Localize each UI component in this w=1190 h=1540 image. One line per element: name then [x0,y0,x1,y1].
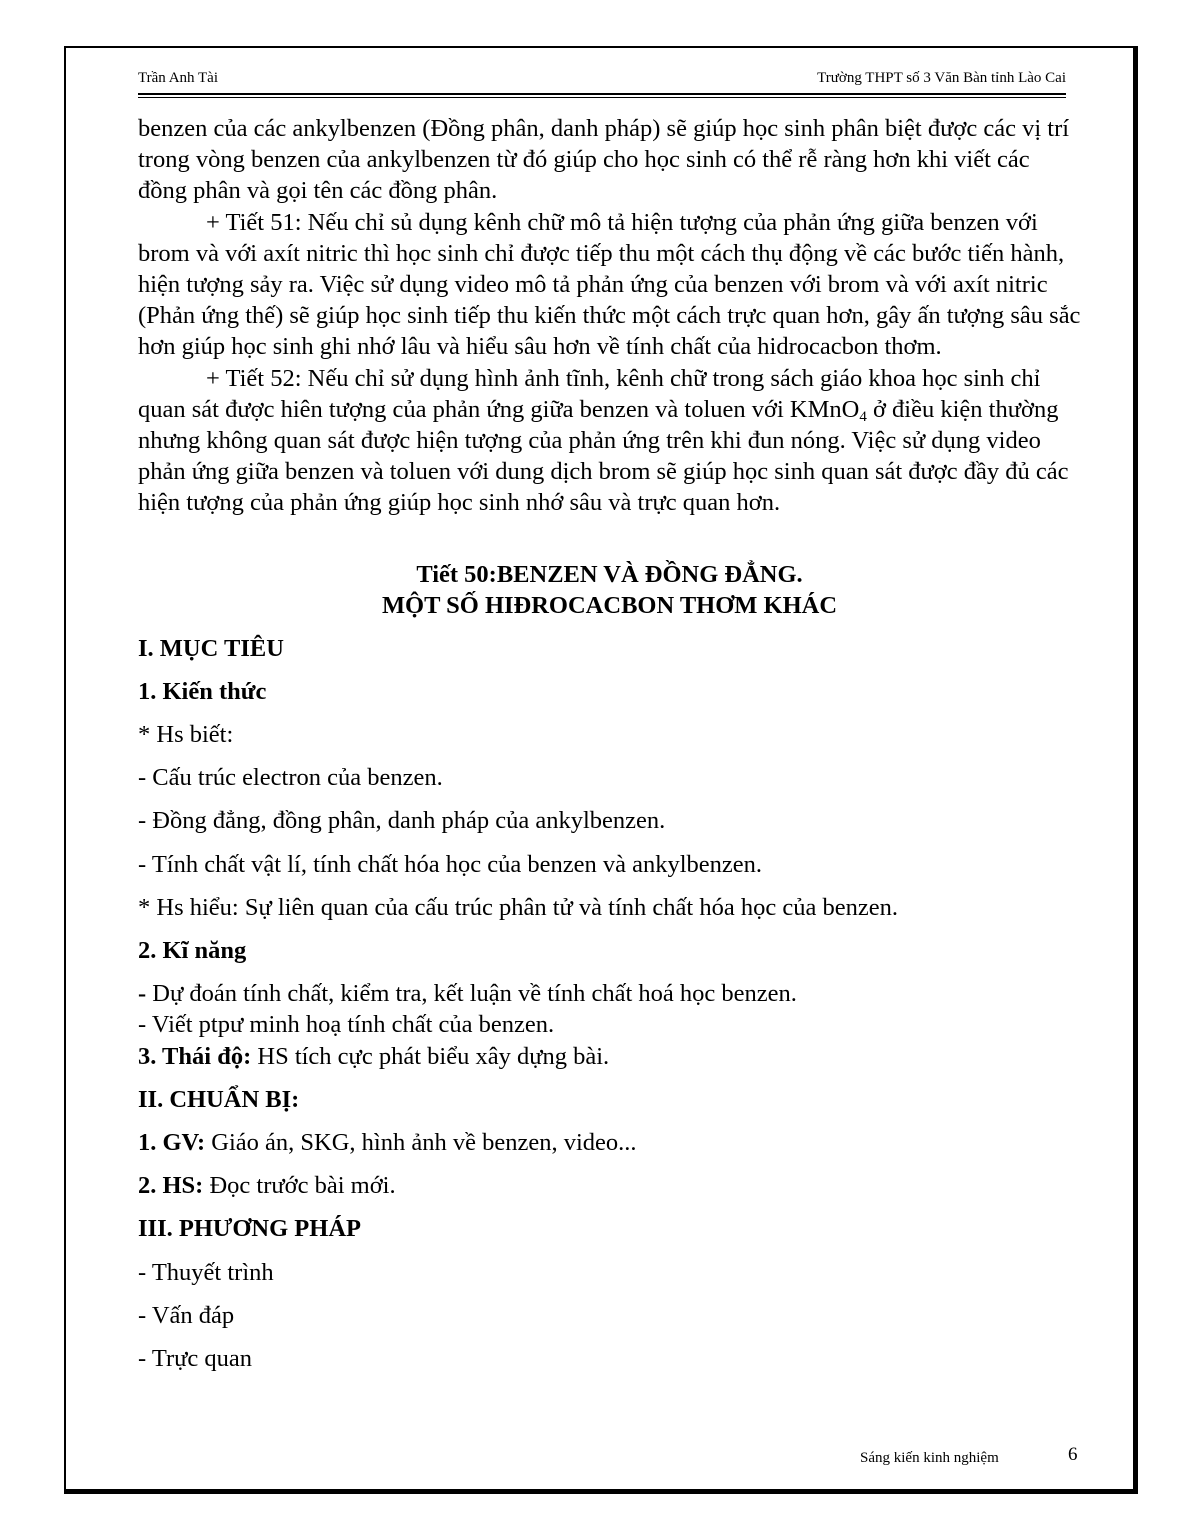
subsection-thai-do [138,1041,1081,1072]
lesson-title [138,559,1081,621]
knowledge-item: - Cấu trúc electron của benzen. [138,764,443,792]
paragraph-tiet-52-part1: + Tiết 52: Nếu chỉ sử dụng hình ảnh tĩnh, kênh chữ trong sách giáo khoa học sinh chỉ quan sát được hiên tượng của phản ứng giữa benzen và toluen với KMnO [138,364,1041,423]
method-item: - Trực quan [138,1345,253,1373]
subscript-4: 4 [859,408,867,425]
page-number: 6 [1068,1444,1078,1465]
skill-item [138,978,1081,1009]
paragraph-tiet-51: + Tiết 51: Nếu chỉ sủ dụng kênh chữ mô tả hiện tượng của phản ứng giữa benzen với brom và với axít nitric thì học sinh chỉ được tiếp thu một cách thụ động về các bước tiến hành, hiện tượng sảy ra. Việc sử dụng video mô tả phản ứng của benzen với brom và với axít nitric (Phản ứng thế) sẽ giúp học sinh tiếp thu kiến thức một cách trực quan hơn, gây ấn tượng sâu sắc hơn giúp học sinh ghi nhớ lâu và hiểu sâu hơn về tính chất của hidrocacbon thơm. [138,208,1081,361]
prep-hs [138,1170,1081,1201]
prep-hs-label: 2. HS: [138,1172,204,1200]
subsection-ki-nang: 2. Kĩ năng [138,937,247,965]
paragraph-intro: benzen của các ankylbenzen (Đồng phân, danh pháp) sẽ giúp học sinh phân biệt được các vị trí trong vòng benzen của ankylbenzen từ đó giúp cho học sinh có thể rễ ràng hơn khi viết các đồng phân và gọi tên các đồng phân. [138,115,1070,205]
header-author: Trần Anh Tài [138,70,219,86]
prep-gv-text: Giáo án, SKG, hình ảnh về benzen, video... [205,1129,637,1157]
header-school: Trường THPT số 3 Văn Bàn tỉnh Lào Cai [817,70,1066,86]
prep-gv-label: 1. GV: [138,1129,206,1157]
hs-biet: * Hs biết: [138,721,234,749]
prep-gv [138,1127,1081,1158]
page-header [138,70,1066,94]
lesson-title-line1: Tiết 50:BENZEN VÀ ĐỒNG ĐẲNG. [416,560,803,588]
header-rule [138,93,1066,95]
skill-item: - Viết ptpư minh hoạ tính chất của benzen. [138,1011,555,1039]
skill-text: Dự đoán tính chất, kiểm tra, kết luận về tính chất hoá học benzen. [146,980,797,1008]
document-body [138,113,1081,1374]
header-rule-thin [138,97,1066,98]
thai-do-text: HS tích cực phát biểu xây dựng bài. [251,1042,610,1070]
hs-hieu: * Hs hiểu: Sự liên quan của cấu trúc phân tử và tính chất hóa học của benzen. [138,893,898,921]
footer-label: Sáng kiến kinh nghiệm [860,1450,999,1466]
prep-hs-text: Đọc trước bài mới. [203,1172,396,1200]
paragraph-tiet-52 [138,363,1081,519]
lesson-title-line2: MỘT SỐ HIĐROCACBON THƠM KHÁC [381,591,838,619]
method-item: - Vấn đáp [138,1301,235,1329]
knowledge-item: - Tính chất vật lí, tính chất hóa học của benzen và ankylbenzen. [138,850,763,878]
knowledge-item: - Đồng đẳng, đồng phân, danh pháp của ankylbenzen. [138,807,666,835]
thai-do-label: 3. Thái độ: [138,1042,252,1070]
section-muc-tieu: I. MỤC TIÊU [138,634,284,662]
section-phuong-phap: III. PHƯƠNG PHÁP [138,1215,361,1243]
subsection-kien-thuc: 1. Kiến thức [138,677,267,705]
method-item: - Thuyết trình [138,1258,274,1286]
paragraph-tiet-52-part2: ở điều kiện thường nhưng không quan sát được hiện tượng của phản ứng trên khi đun nóng. Việc sử dụng video phản ứng giữa benzen và toluen với dung dịch brom sẽ giúp học sinh quan sát được đầy đủ các hiện tượng của phản ứng giúp học sinh nhớ sâu và trực quan hơn. [138,395,1069,517]
skill-dash: - [138,980,147,1008]
section-chuan-bi: II. CHUẨN BỊ: [138,1085,300,1113]
